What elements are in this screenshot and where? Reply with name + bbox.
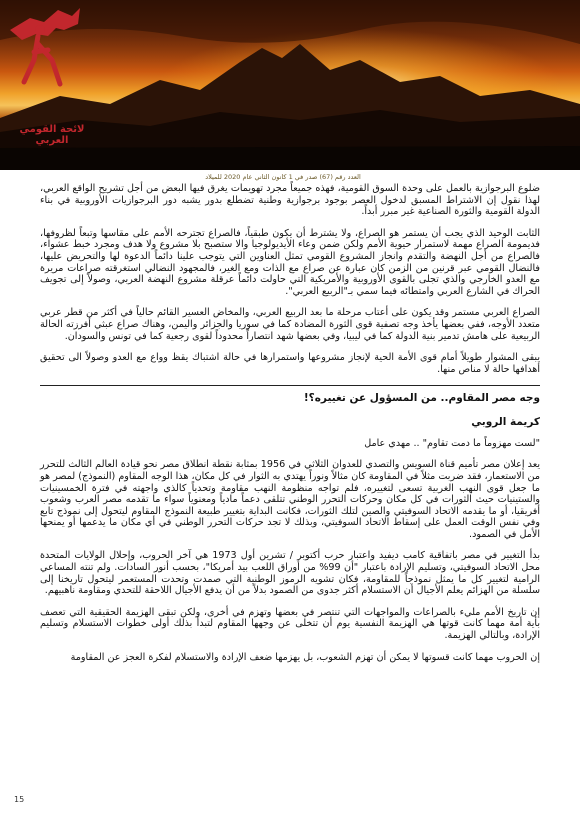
paragraph: ضلوع البرجوازية بالعمل على وحدة السوق القومية، فهذه جميعاً مجرد تهويمات يغرق فيها البعض من أجل تشريح الواقع العربي، لهذا نقول إن الاشتراط المسبق لدخول العصر بوجود برجوازية وطنية تضطلع بدور يشبه دور البرجوازيات الأوروبية في بناء الدولة القومية والثورة الصناعية غير مبرر أبداً.: [40, 183, 540, 218]
paragraph: يعد إعلان مصر تأميم قناة السويس والتصدي للعدوان الثلاثي في 1956 بمثابة نقطة انطلاق مصر نحو قيادة العالم الثالث للتحرر من الاستعمار، فقد ضربت مثلاً في المقاومة كان مثالاً ونوراً يهتدي به الثوار في كل مكان، هذا الوجه المقاوم (النموذج) لمصر هو ما جعل قوى النهب الغربية تسعى لتغييره، فلم تواجه منظومة النهب مقاومة وتحدياً كالذي واجهته في فترة الخمسينيات والستينيات حيث الثورات في كل مكان وحركات التحرر الوطني تتلقى دعماً مادياً ومعنوياً سواء ما تقدمه مصر العرب وشعوب أفريقيا، أو ما يقدمه الاتحاد السوفيتي والصين لتلك الثورات، فكانت البداية بتغيير طبيعة النموذج المقاوم ليتحول إلى نموذج تابع وفي نفس الوقت العمل على إسقاط الاتحاد السوفيتي، وبذلك لا تجد حركات التحرر الوطني في أي مكان ما يدعمها أو يمنحها الأمل في الصمود.: [40, 459, 540, 540]
issue-line: العدد رقم (67) صدر في 1 كانون الثاني عام 2020 للميلاد: [205, 173, 361, 181]
paragraph: الثابت الوحيد الذي يجب أن يستمر هو الصراع، ولا يشترط أن يكون طبقياً، فالصراع تجترحه الأمم على مقاسها وتبعاً لظروفها، فديمومة الصراع مهمة لاستمرار حيوية الأمم ولكن ضمن وعاء الأيديولوجيا والا ستصبح بلا مشروع ولا هدف ومجرد خبط عشواء، فالصراع من أجل النهضة والتقدم وانجاز المشروع القومي تمثل العناوين التي يتوجب علينا دائماً الدعوة لها والتحريض عليها، فالنضال القومي عبر قرنين من الزمن كان عبارة عن صراع مع الذات ومع الغير، فالمجهود النضالي استغرقته صراعات مريرة مع العدو الخارجي والذي تجلى بالقوى الأوروبية والأمريكية التي حاولت دائماً عرقلة مشروع النهضة العربي، وصولاً إلى تجويف الحراك في الشارع العربي وامتطائه فيما سمي بـ"الربيع العربي".: [40, 227, 540, 297]
logo-icon: [0, 0, 88, 100]
article-body: [40, 183, 540, 673]
paragraph: يبقى المشوار طويلاً أمام قوى الأمة الحية لإنجاز مشروعها واستمرارها في حالة اشتباك يقظ وواع مع العدو وصولاً الى تحقيق أهدافها حالة لا مناص منها.: [40, 352, 540, 375]
paragraph: إن الحروب مهما كانت قسوتها لا يمكن أن تهزم الشعوب، بل يهزمها ضعف الإرادة والاستسلام لفكرة العجز عن المقاومة: [70, 651, 540, 663]
section-divider: [40, 385, 540, 386]
paragraph: بدأ التغيير في مصر باتفاقية كامب ديفيد واعتبار حرب أكتوبر / تشرين أول 1973 هي آخر الحروب، وإحلال الولايات المتحدة محل الاتحاد السوفيتي، وتسليم الإرادة باعتبار "أن 99% من أوراق اللعب بيد أمريكا"، بحسب أنور السادات. ولم تنته المساعي الرامية لتغيير كل ما يمثل نموذجاً للمقاومة، فكان تشويه الرموز الوطنية التي صمدت وتحدت المستعمر ليتحول تاريخنا إلى سلسلة من الهزائم يعلم الأجيال أن الاستسلام أكثر جدوى من الصمود بدلاً من أن يدفع الأجيال اللاحقة للتحدي ومقاومة ناهبيهم.: [40, 550, 540, 597]
paragraph: إن تاريخ الأمم مليء بالصراعات والمواجهات التي تنتصر في بعضها وتهزم في أخرى، ولكن تبقى الهزيمة الحقيقية التي تعصف بأية أمة مهما كانت قوتها هي الهزيمة النفسية يوم أن تتخلى عن وجهها المقاوم لتبدأ بذلك أولى خطوات الاستسلام وتسليم الإرادة، وبالتالي الهزيمة.: [40, 606, 540, 642]
author-name: كريمة الروبي: [471, 416, 540, 429]
paragraph: الصراع العربي مستمر وقد يكون على أعتاب مرحلة ما بعد الربيع العربي، والمخاض العسير القائم حالياً في أكثر من قطر عربي متعدد الأوجه، ففي بعضها يأخذ وجه تصفية قوى الثورة المضادة كما في سوريا والجزائر واليمن، وهناك صراع عبثي أفرزته الحالة الربيعية على هامش تدمير بنية الدولة كما في ليبيا، وفي بعضها شهد انتصاراً محدوداً لقوى رجعية كما في تونس والسودان.: [40, 307, 540, 342]
logo-text: لائحة القومي العربي: [19, 124, 85, 146]
page-number: 15: [14, 795, 25, 804]
header-banner: [0, 0, 580, 170]
section-heading: وجه مصر المقاوم.. من المسؤول عن تغييره؟!: [303, 392, 540, 405]
epigraph-quote: "لست مهزوماً ما دمت تقاوم" .. مهدي عامل: [364, 438, 540, 450]
